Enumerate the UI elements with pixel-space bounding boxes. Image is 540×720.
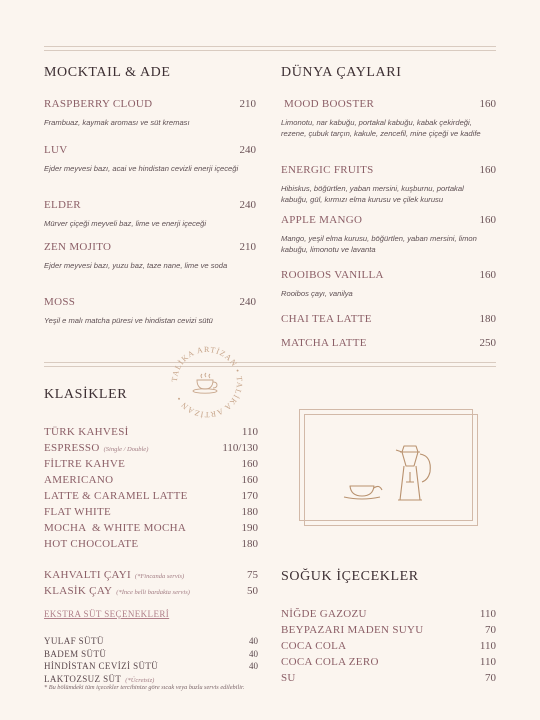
item-label xyxy=(44,667,154,686)
item-price: 160 xyxy=(479,98,496,110)
item-price: 75 xyxy=(247,569,258,581)
dunya-title: DÜNYA ÇAYLARI xyxy=(281,65,402,80)
item-name: COCA COLA ZERO xyxy=(281,656,379,668)
item-name: TÜRK KAHVESİ xyxy=(44,426,129,438)
item-note: (Single / Double) xyxy=(103,446,149,453)
item-name: FİLTRE KAHVE xyxy=(44,458,126,470)
item-name: AMERICANO xyxy=(44,474,114,486)
item-description: Yeşil e malı matcha püresi ve hindistan cevizi sütü xyxy=(44,316,213,325)
item-price: 160 xyxy=(479,214,496,226)
item-name: KLASİK ÇAY xyxy=(44,585,113,597)
item-label xyxy=(281,666,296,685)
mocktail-title: MOCKTAIL & ADE xyxy=(44,65,171,80)
mocktail-item xyxy=(44,296,256,308)
tea-item xyxy=(44,579,258,598)
item-name: BADEM SÜTÜ xyxy=(44,648,107,659)
soguk-item xyxy=(281,666,496,685)
item-price: 180 xyxy=(479,313,496,325)
item-description: Frambuaz, kaymak aroması ve süt kreması xyxy=(44,118,190,127)
item-name: BEYPAZARI MADEN SUYU xyxy=(281,624,424,636)
item-price: 40 xyxy=(249,636,258,646)
item-name: LAKTOZSUZ SÜT xyxy=(44,673,122,684)
middle-rule-2 xyxy=(44,366,496,367)
item-price: 70 xyxy=(485,672,496,684)
mocktail-item xyxy=(44,98,256,110)
item-price: 160 xyxy=(479,164,496,176)
footnote: * Bu bölümdeki tüm içecekler tercihinize göre sıcak veya buzlu servis edilebilir. xyxy=(44,684,245,691)
item-name: RASPBERRY CLOUD xyxy=(44,98,153,110)
item-price: 250 xyxy=(479,337,496,349)
item-name: ESPRESSO xyxy=(44,442,100,454)
item-price: 190 xyxy=(241,522,258,534)
item-name: MATCHA LATTE xyxy=(281,337,367,349)
mocktail-item xyxy=(44,199,256,211)
tea-world-item xyxy=(281,337,496,349)
tea-world-item xyxy=(281,98,496,110)
item-name: ELDER xyxy=(44,199,81,211)
item-label xyxy=(44,579,190,598)
item-price: 160 xyxy=(241,458,258,470)
item-price: 110/130 xyxy=(222,442,258,454)
tea-world-item xyxy=(281,164,496,176)
item-price: 160 xyxy=(241,474,258,486)
item-price: 180 xyxy=(241,506,258,518)
item-price: 180 xyxy=(241,538,258,550)
item-description: Hibiskus, böğürtlen, yaban mersini, kuşburnu, portakal kabuğu, gül, kırmızı elma kurusu ve çilek kurusu xyxy=(281,184,464,204)
brand-stamp xyxy=(169,344,245,420)
item-name: CHAI TEA LATTE xyxy=(281,313,372,325)
tea-world-item xyxy=(281,313,496,325)
klasik-item xyxy=(44,532,258,551)
klasik-title: KLASİKLER xyxy=(44,387,128,402)
middle-rule xyxy=(44,362,496,363)
item-label xyxy=(44,532,138,551)
item-price: 210 xyxy=(239,98,256,110)
item-note: (*İnce belli bardakta servis) xyxy=(116,589,190,596)
item-name: LUV xyxy=(44,144,68,156)
tea-world-item xyxy=(281,214,496,226)
stamp-cup-icon xyxy=(193,373,217,393)
tea-world-item xyxy=(281,269,496,281)
item-price: 110 xyxy=(479,640,496,652)
item-name: KAHVALTI ÇAYI xyxy=(44,569,131,581)
item-price: 110 xyxy=(479,656,496,668)
item-price: 210 xyxy=(239,241,256,253)
item-description: Mürver çiçeği meyveli baz, lime ve enerji içeceği xyxy=(44,219,207,228)
item-price: 40 xyxy=(249,661,258,671)
item-name: MOCHA & WHITE MOCHA xyxy=(44,522,187,534)
top-rule-2 xyxy=(44,50,496,51)
moka-pot-illustration xyxy=(340,438,450,510)
item-price: 110 xyxy=(479,608,496,620)
milk-item xyxy=(44,667,258,686)
item-price: 170 xyxy=(241,490,258,502)
item-price: 160 xyxy=(479,269,496,281)
item-price: 240 xyxy=(239,296,256,308)
item-description: Ejder meyvesi bazı, yuzu baz, taze nane, lime ve soda xyxy=(44,261,228,270)
item-description: Mango, yeşil elma kurusu, böğürtlen, yaban mersini, limon kabuğu, limonotu ve lavanta xyxy=(281,234,477,254)
item-price: 40 xyxy=(249,648,258,659)
ekstra-title: EKSTRA SÜT SEÇENEKLERİ xyxy=(44,609,170,619)
item-name: SU xyxy=(281,672,296,684)
item-note: (*Fincanda servis) xyxy=(134,573,185,580)
item-description: Rooibos çayı, vanilya xyxy=(281,289,353,298)
item-description: Ejder meyvesi bazı, acai ve hindistan cevizli enerji içeceği xyxy=(44,164,239,173)
item-price: 240 xyxy=(239,199,256,211)
mocktail-item xyxy=(44,241,256,253)
mocktail-item xyxy=(44,144,256,156)
item-note: (*Ücretsiz) xyxy=(125,676,155,684)
moka-pot-icon xyxy=(402,446,418,466)
item-name: ENERGIC FRUITS xyxy=(281,164,374,176)
item-name: MOSS xyxy=(44,296,76,308)
stamp-text: TALİKA ARTİZAN • TALİKA ARTİZAN • xyxy=(169,344,245,420)
item-name: APPLE MANGO xyxy=(281,214,363,226)
item-name: HİNDİSTAN CEVİZİ SÜTÜ xyxy=(44,661,159,671)
item-name: YULAF SÜTÜ xyxy=(44,636,104,646)
item-name: MOOD BOOSTER xyxy=(281,98,375,110)
item-name: FLAT WHITE xyxy=(44,506,112,518)
item-description: Limonotu, nar kabuğu, portakal kabuğu, kabak çekirdeği, rezene, çubuk tarçın, kakule, zencefil, mine çiçeği ve kadife xyxy=(281,118,481,138)
item-name: COCA COLA xyxy=(281,640,347,652)
item-price: 50 xyxy=(247,585,258,597)
item-name: HOT CHOCOLATE xyxy=(44,538,139,550)
item-price: 110 xyxy=(241,426,258,438)
item-price: 70 xyxy=(485,624,496,636)
cup-icon xyxy=(350,486,374,496)
top-rule xyxy=(44,46,496,47)
item-name: LATTE & CARAMEL LATTE xyxy=(44,490,188,502)
soguk-title: SOĞUK İÇECEKLER xyxy=(281,569,419,584)
item-name: ZEN MOJITO xyxy=(44,241,112,253)
item-price: 240 xyxy=(239,144,256,156)
item-name: ROOIBOS VANILLA xyxy=(281,269,384,281)
item-name: NİĞDE GAZOZU xyxy=(281,608,367,620)
